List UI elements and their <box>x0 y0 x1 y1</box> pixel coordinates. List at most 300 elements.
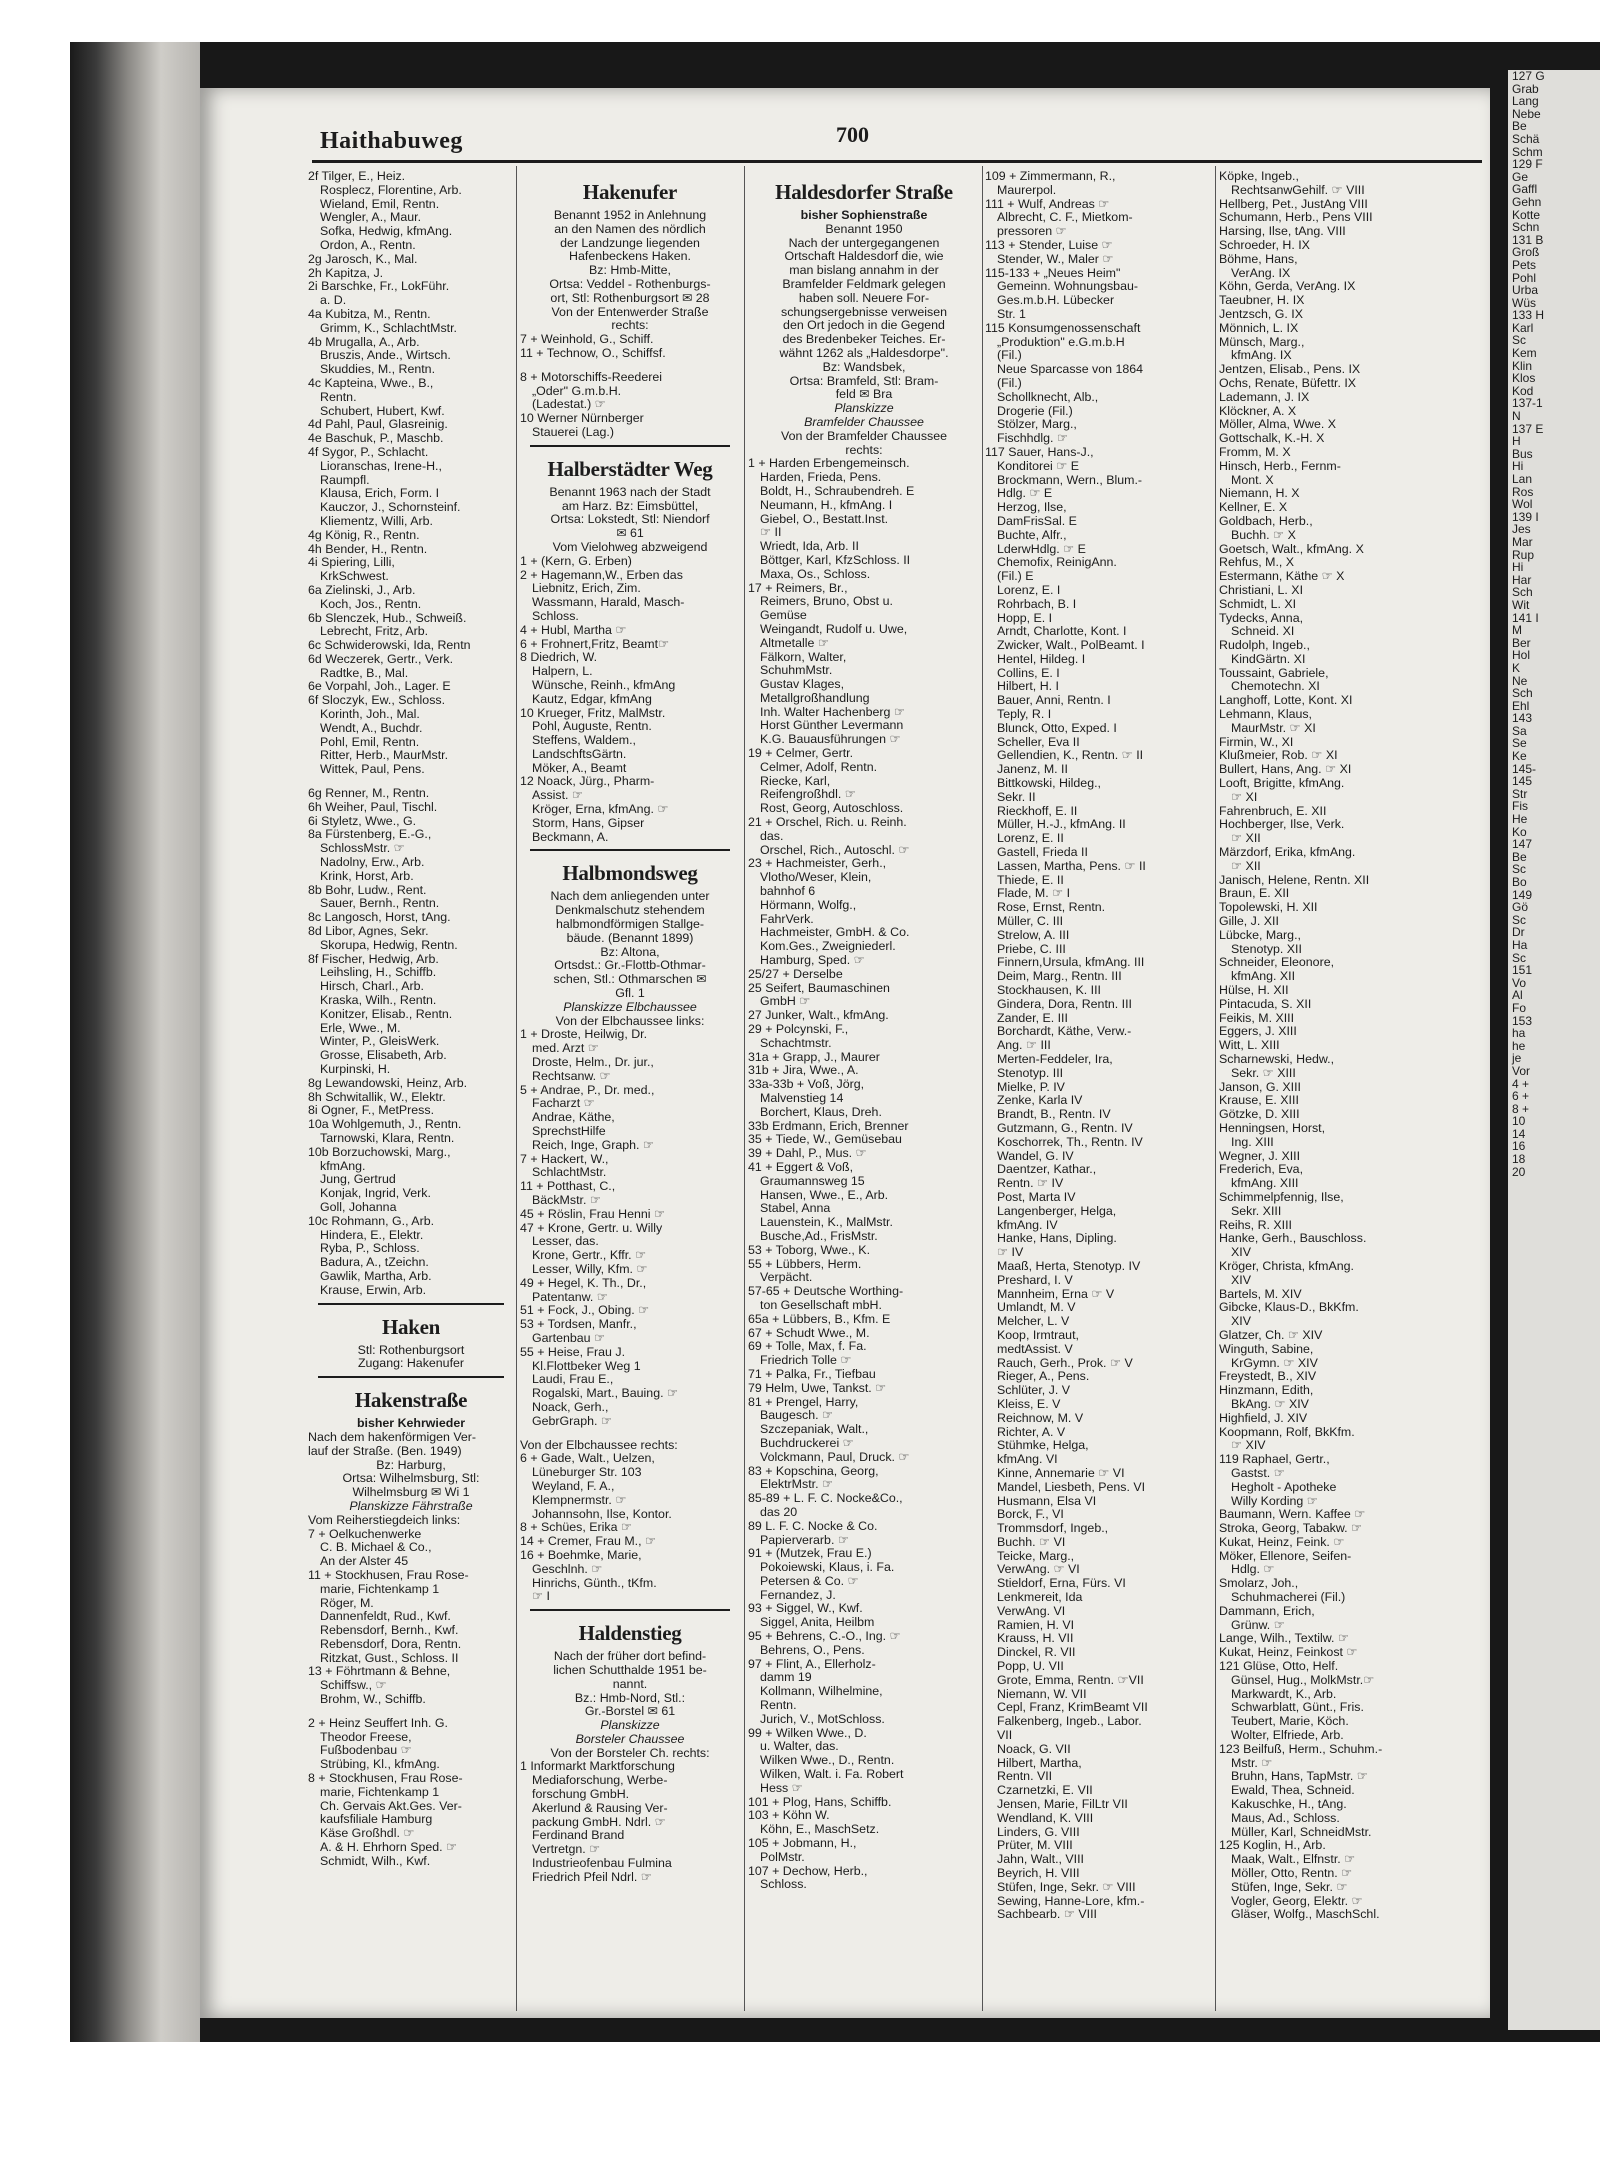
directory-line: Goetsch, Walt., kfmAng. X <box>1219 541 1364 556</box>
directory-line: Wilken, Walt. i. Fa. Robert <box>760 1767 904 1782</box>
directory-line: 8c Langosch, Horst, tAng. <box>308 910 451 925</box>
directory-line: Preshard, I. V <box>997 1272 1073 1287</box>
directory-line: am Harz. Bz: Eimsbüttel, <box>561 498 699 513</box>
directory-line: Kom.Ges., Zweigniederl. <box>760 939 896 954</box>
next-page-fragment: 147 <box>1512 837 1533 852</box>
directory-line: 23 + Hachmeister, Gerh., <box>748 856 887 871</box>
directory-line: Eggers, J. XIII <box>1219 1024 1297 1039</box>
next-page-fragment: 4 + <box>1512 1076 1530 1091</box>
directory-line: 107 + Dechow, Herb., <box>748 1863 868 1878</box>
directory-line: Von der Borsteler Ch. rechts: <box>550 1745 710 1760</box>
directory-line: Kukat, Heinz, Feinkost ☞ <box>1219 1645 1358 1660</box>
directory-line: Hindera, E., Elektr. <box>320 1227 424 1242</box>
directory-line: Buchh. ☞ VI <box>997 1534 1066 1549</box>
directory-line: Papierverarb. ☞ <box>760 1532 849 1547</box>
directory-line: 27 Junker, Walt., kfmAng. <box>748 1008 889 1023</box>
directory-column-2 <box>520 170 740 2010</box>
directory-line: Müller, C. III <box>997 914 1064 929</box>
directory-line: 2i Barschke, Fr., LokFühr. <box>308 279 450 294</box>
next-page-fragment: N <box>1512 409 1521 424</box>
directory-line: Freystedt, B., XIV <box>1219 1369 1317 1384</box>
directory-line: 6 + Frohnert,Fritz, Beamt☞ <box>520 636 670 651</box>
directory-line: 25/27 + Derselbe <box>748 966 843 981</box>
directory-line: Wengler, A., Maur. <box>320 210 422 225</box>
directory-line: Ryba, P., Schloss. <box>320 1241 420 1256</box>
directory-line: Buchh. ☞ X <box>1231 527 1296 542</box>
directory-line: Bauer, Anni, Rentn. I <box>997 693 1111 708</box>
directory-line: Koch, Jos., Rentn. <box>320 596 422 611</box>
directory-line: Assist. ☞ <box>532 788 584 803</box>
directory-line: Bz: Altona, <box>600 944 660 959</box>
directory-line: Zenke, Karla IV <box>997 1093 1083 1108</box>
directory-line: Lübcke, Marg., <box>1219 927 1301 942</box>
directory-line: Jensen, Marie, FilLtr VII <box>997 1797 1128 1812</box>
directory-line: Wünsche, Reinh., kfmAng <box>532 677 676 692</box>
directory-line: feld ✉ Bra <box>835 387 893 402</box>
next-page-fragment: je <box>1512 1051 1522 1066</box>
directory-line: 13 + Föhrtmann & Behne, <box>308 1664 451 1679</box>
directory-line: Harden, Frieda, Pens. <box>760 470 882 485</box>
directory-line: 83 + Kopschina, Georg, <box>748 1463 879 1478</box>
directory-line: Kraska, Wilh., Rentn. <box>320 993 437 1008</box>
directory-line: Bz: Harburg, <box>376 1457 446 1472</box>
directory-line: Metallgroßhandlung <box>760 690 870 705</box>
directory-line: Willy Kording ☞ <box>1231 1493 1318 1508</box>
section-rule <box>530 849 730 851</box>
directory-line: FahrVerk. <box>760 911 814 926</box>
directory-line: Hamburg, Sped. ☞ <box>760 953 865 968</box>
directory-line: Niemann, W. VII <box>997 1686 1087 1701</box>
directory-line: 2 + Heinz Seuffert Inh. G. <box>308 1715 448 1730</box>
directory-line: 11 + Potthast, C., <box>520 1179 616 1194</box>
directory-line: 10a Wohlgemuth, J., Rentn. <box>308 1117 462 1132</box>
directory-line: Hilbert, H. I <box>997 679 1059 694</box>
directory-line: Albrecht, C. F., Mietkom- <box>997 210 1133 225</box>
directory-line: Janenz, M. II <box>997 762 1068 777</box>
directory-line: Ortsa: Bramfeld, Stl: Bram- <box>789 373 939 388</box>
directory-line: ☞ XII <box>1231 831 1261 846</box>
directory-line: Hachmeister, GmbH. & Co. <box>760 925 910 940</box>
directory-line: 6g Renner, M., Rentn. <box>308 786 430 801</box>
directory-line: man bislang annahm in der <box>789 263 939 278</box>
directory-line: Bz.: Hmb-Nord, Stl.: <box>574 1690 686 1705</box>
directory-line: SchuhmMstr. <box>760 663 833 678</box>
street-heading: Haldesdorfer Straße <box>775 180 953 204</box>
directory-line: Glatzer, Ch. ☞ XIV <box>1219 1327 1323 1342</box>
directory-line: Kinne, Annemarie ☞ VI <box>997 1465 1125 1480</box>
directory-line: Vlotho/Weser, Klein, <box>760 870 872 885</box>
directory-line: Prüter, M. VIII <box>997 1838 1073 1853</box>
next-page-fragment: Groß <box>1512 245 1540 260</box>
directory-line: 2f Tilger, E., Heiz. <box>308 170 406 183</box>
next-page-fragment: 10 <box>1512 1114 1526 1129</box>
directory-line: 16 + Boehmke, Marie, <box>520 1547 642 1562</box>
next-page-fragment: 6 + <box>1512 1089 1530 1104</box>
next-page-fragment: 145 <box>1512 774 1533 789</box>
directory-line: Schwarblatt, Günt., Fris. <box>1231 1700 1364 1715</box>
directory-line: 6i Styletz, Wwe., G. <box>308 813 417 828</box>
directory-line: Schmidt, Wilh., Kwf. <box>320 1853 431 1868</box>
directory-line: Gustav Klages, <box>760 677 845 692</box>
next-page-fragment: Mar <box>1512 534 1533 549</box>
directory-line: Borchardt, Käthe, Verw.- <box>997 1024 1132 1039</box>
directory-line: Scharnewski, Hedw., <box>1219 1052 1335 1066</box>
directory-line: Kukat, Heinz, Feink. ☞ <box>1219 1534 1345 1549</box>
directory-line: Lange, Wilh., Textilw. ☞ <box>1219 1631 1350 1646</box>
street-heading: Hakenufer <box>582 180 678 204</box>
directory-line: Fromm, M. X <box>1219 444 1291 459</box>
directory-line: 4g König, R., Rentn. <box>308 527 420 542</box>
directory-line: Kauczor, J., Schornsteinf. <box>320 500 461 515</box>
directory-line: 95 + Behrens, C.-O., Ing. ☞ <box>748 1629 901 1644</box>
directory-line: kfmAng. VI <box>997 1452 1058 1467</box>
directory-line: Droste, Helm., Dr. jur., <box>532 1055 654 1070</box>
directory-line: Zwicker, Walt., PolBeamt. I <box>997 638 1145 653</box>
directory-line: Thiede, E. II <box>997 872 1064 887</box>
directory-line: Von der Entenwerder Straße <box>551 304 709 319</box>
directory-line: Köhn, Gerda, VerAng. IX <box>1219 279 1356 294</box>
directory-line: „Produktion" e.G.m.b.H <box>997 334 1125 349</box>
directory-line: Hess ☞ <box>760 1780 803 1795</box>
next-page-fragment: Ge <box>1512 169 1529 184</box>
next-page-fragment: 139 I <box>1512 509 1539 524</box>
directory-line: Rehfus, M., X <box>1219 555 1295 570</box>
directory-line: Behrens, O., Pens. <box>760 1642 865 1657</box>
directory-line: 53 + Tordsen, Manfr., <box>520 1317 637 1332</box>
section-rule <box>530 1609 730 1611</box>
directory-line: Gfl. 1 <box>615 986 645 1001</box>
directory-line: Estermann, Käthe ☞ X <box>1219 569 1345 584</box>
directory-line: Hanke, Gerh., Bauschloss. <box>1219 1231 1367 1246</box>
directory-line: Husmann, Elsa VI <box>997 1493 1097 1508</box>
directory-line: Möker, A., Beamt <box>532 760 627 775</box>
directory-line: Raumpfl. <box>320 472 370 487</box>
directory-line: Mielke, P. IV <box>997 1079 1065 1094</box>
directory-line: A. & H. Ehrhorn Sped. ☞ <box>320 1840 458 1855</box>
directory-line: Mannheim, Erna ☞ V <box>997 1286 1115 1301</box>
directory-line: Braun, E. XII <box>1219 886 1290 901</box>
next-page-fragment: Jes <box>1512 522 1531 537</box>
next-page-fragment: Nebe <box>1512 106 1541 121</box>
directory-line: 105 + Jobmann, H., <box>748 1836 857 1851</box>
directory-line: BkAng. ☞ XIV <box>1231 1396 1309 1411</box>
directory-line: 6d Weczerek, Gertr., Verk. <box>308 651 454 666</box>
next-page-fragment: he <box>1512 1038 1526 1053</box>
street-heading: Haldenstieg <box>578 1621 682 1646</box>
directory-line: Rebensdorf, Bernh., Kwf. <box>320 1623 459 1638</box>
next-page-fragment: 145- <box>1512 761 1537 776</box>
directory-line: Klempnermstr. ☞ <box>532 1492 627 1507</box>
next-page-fragment: Pohl <box>1512 270 1537 285</box>
directory-line: Fernandez, J. <box>760 1587 836 1602</box>
directory-line: VerwAng. ☞ VI <box>997 1562 1080 1577</box>
column-divider <box>1215 166 1216 2011</box>
directory-line: Käse Großhdl. ☞ <box>320 1826 415 1841</box>
directory-line: 21 + Orschel, Rich. u. Reinh. <box>748 815 907 830</box>
directory-line: Nach der früher dort befind- <box>553 1649 707 1664</box>
directory-line: Konitzer, Elisab., Rentn. <box>320 1006 453 1021</box>
directory-line: Rentn. <box>760 1698 797 1713</box>
directory-line: Busche,Ad., FrisMstr. <box>760 1228 878 1243</box>
directory-line: Stüfen, Inge, Sekr. ☞ VIII <box>997 1879 1136 1894</box>
next-page-fragment: Ehl <box>1512 698 1530 713</box>
directory-line: (Fil.) <box>997 375 1022 390</box>
directory-line: 81 + Prengel, Harry, <box>748 1394 859 1409</box>
directory-line: Daentzer, Kathar., <box>997 1162 1097 1177</box>
directory-line: Cepl, Franz, KrimBeamt VII <box>997 1700 1148 1715</box>
directory-line: des Bredenbeker Teiches. Er- <box>782 332 946 347</box>
directory-line: 2g Jarosch, K., Mal. <box>308 251 418 266</box>
directory-line: Linders, G. VIII <box>997 1824 1080 1839</box>
directory-line: Sauer, Bernh., Rentn. <box>320 896 440 911</box>
directory-line: Rechtsanw. ☞ <box>532 1068 611 1083</box>
directory-line: Skorupa, Hedwig, Rentn. <box>320 937 458 952</box>
directory-line: Reichnow, M. V <box>997 1410 1084 1425</box>
directory-line: Krauss, H. VII <box>997 1631 1074 1646</box>
directory-line: Jentzen, Elisab., Pens. IX <box>1219 362 1361 377</box>
directory-line: Wassmann, Harald, Masch- <box>532 595 685 610</box>
directory-line: Bittkowski, Hildeg., <box>997 776 1101 791</box>
directory-line: XIV <box>1231 1314 1251 1329</box>
directory-line: Strelow, A. III <box>997 927 1070 942</box>
directory-line: Highfield, J. XIV <box>1219 1410 1308 1425</box>
directory-line: Möker, Ellenore, Seifen- <box>1219 1548 1352 1563</box>
directory-line: Buchdruckerei ☞ <box>760 1435 854 1450</box>
directory-line: VII <box>997 1728 1013 1743</box>
directory-line: bisher Kehrwieder <box>356 1416 466 1431</box>
directory-line: GebrGraph. ☞ <box>532 1413 612 1428</box>
directory-line: Riecke, Karl, <box>760 773 831 788</box>
directory-line: ☞ XI <box>1231 789 1258 804</box>
directory-line: Planskizze <box>834 401 894 416</box>
directory-line: Lorenz, E. I <box>997 582 1061 597</box>
directory-line: bahnhof 6 <box>760 884 816 899</box>
directory-line: Lesser, das. <box>532 1234 599 1249</box>
directory-line: Rieckhoff, E. II <box>997 803 1078 818</box>
directory-line: Tydecks, Anna, <box>1219 610 1304 625</box>
directory-line: Verpächt. <box>760 1270 813 1285</box>
directory-line: Sachbearb. ☞ VIII <box>997 1907 1097 1922</box>
directory-line: Gartenbau ☞ <box>532 1330 606 1345</box>
next-page-fragment: Har <box>1512 572 1532 587</box>
directory-line: Hentel, Hildeg. I <box>997 651 1086 666</box>
directory-line: Friedrich Tolle ☞ <box>760 1353 852 1368</box>
directory-line: Wriedt, Ida, Arb. II <box>760 539 859 554</box>
directory-line: Badura, A., tZeichn. <box>320 1255 429 1270</box>
directory-line: Industrieofenbau Fulmina <box>532 1856 672 1871</box>
directory-line: Andrae, Käthe, <box>532 1110 615 1125</box>
directory-line: 41 + Eggert & Voß, <box>748 1159 854 1174</box>
directory-line: Kurpinski, H. <box>320 1062 391 1076</box>
directory-line: Ing. XIII <box>1231 1134 1274 1149</box>
directory-line: 8d Libor, Agnes, Sekr. <box>308 924 429 939</box>
directory-line: Mönnich, L. IX <box>1219 320 1299 335</box>
directory-line: rechts: <box>611 318 649 333</box>
directory-line: Klöckner, A. X <box>1219 403 1297 418</box>
directory-line: 55 + Heise, Frau J. <box>520 1344 626 1359</box>
directory-line: Jung, Gertrud <box>320 1172 396 1187</box>
directory-line: Petersen & Co. ☞ <box>760 1573 859 1588</box>
directory-line: Popp, U. VII <box>997 1659 1064 1674</box>
directory-line: 67 + Schudt Wwe., M. <box>748 1325 870 1340</box>
next-page-fragment: Sc <box>1512 862 1527 877</box>
directory-line: Gawlik, Martha, Arb. <box>320 1268 432 1283</box>
directory-line: ☞ XIV <box>1231 1438 1266 1453</box>
directory-line: XIV <box>1231 1272 1251 1287</box>
directory-line: lauf der Straße. (Ben. 1949) <box>308 1443 462 1458</box>
next-page-fragment: Sch <box>1512 686 1533 701</box>
next-page-fragment: Sc <box>1512 912 1527 927</box>
directory-line: Nach dem anliegenden unter <box>550 889 710 904</box>
directory-line: Wolter, Elfriede, Arb. <box>1231 1728 1344 1743</box>
directory-line: Pohl, Emil, Rentn. <box>320 734 420 749</box>
directory-line: Neue Sparcasse von 1864 <box>997 362 1144 377</box>
directory-line: XIV <box>1231 1245 1251 1260</box>
directory-line: Kröger, Erna, kfmAng. ☞ <box>532 802 669 817</box>
directory-line: 14 + Cremer, Frau M., ☞ <box>520 1534 657 1549</box>
directory-line: Lesser, Willy, Kfm. ☞ <box>532 1261 648 1276</box>
directory-line: Schloss. <box>532 608 579 623</box>
directory-line: Schimmelpfennig, Ilse, <box>1219 1189 1344 1204</box>
directory-line: Facharzt ☞ <box>532 1096 595 1111</box>
next-page-fragment: Pets <box>1512 257 1537 272</box>
directory-line: Kröger, Christa, kfmAng. <box>1219 1258 1354 1273</box>
directory-line: Vom Reiherstiegdeich links: <box>308 1512 461 1527</box>
directory-line: Gastell, Frieda II <box>997 845 1088 860</box>
directory-line: u. Walter, das. <box>760 1739 839 1754</box>
directory-line: ☞ I <box>532 1589 550 1604</box>
directory-line: 2 + Hagemann,W., Erben das <box>520 567 683 582</box>
directory-line: Bramfelder Chaussee <box>804 414 924 429</box>
next-page-fragment: 129 F <box>1512 157 1543 172</box>
directory-line: Schlüter, J. V <box>997 1383 1071 1398</box>
directory-line: Schneider, Eleonore, <box>1219 955 1335 970</box>
next-page-fragment: 149 <box>1512 887 1533 902</box>
directory-line: Janisch, Helene, Rentn. XII <box>1219 872 1370 887</box>
directory-line: 35 + Tiede, W., Gemüsebau <box>748 1132 902 1147</box>
page-number: 700 <box>836 122 869 147</box>
directory-line: 4i Spiering, Lilli, <box>308 555 395 570</box>
directory-line: Noack, Gerh., <box>532 1399 609 1414</box>
directory-line: Pokoiewski, Klaus, i. Fa. <box>760 1560 895 1575</box>
directory-line: Hörmann, Wolfg., <box>760 897 857 912</box>
directory-line: VerAng. IX <box>1231 265 1291 280</box>
directory-line: Krink, Horst, Arb. <box>320 868 414 883</box>
next-page-fragment: 127 G <box>1512 70 1545 83</box>
directory-line: 115 Konsumgenossenschaft <box>985 320 1141 335</box>
directory-line: Janson, G. XIII <box>1219 1079 1301 1094</box>
directory-line: Horst Günther Levermann <box>760 718 904 733</box>
next-page-fragment: Vor <box>1512 1063 1531 1078</box>
directory-line: Taeubner, H. IX <box>1219 293 1305 308</box>
directory-line: kfmAng. XII <box>1231 969 1296 984</box>
next-page-fragment: 18 <box>1512 1152 1526 1167</box>
directory-line: Wieland, Emil, Rentn. <box>320 196 440 211</box>
directory-line: Malvenstieg 14 <box>760 1091 844 1105</box>
directory-line: An der Alster 45 <box>320 1554 409 1569</box>
next-page-fragment: Klin <box>1512 358 1533 373</box>
directory-line: LandschftsGärtn. <box>532 746 627 761</box>
next-page-fragment: Karl <box>1512 320 1534 335</box>
directory-line: Maus, Ad., Schloss. <box>1231 1810 1340 1825</box>
next-page-fragment: Hi <box>1512 560 1524 575</box>
directory-line: 5 + Andrae, P., Dr. med., <box>520 1082 655 1097</box>
directory-line: VerwAng. VI <box>997 1603 1066 1618</box>
next-page-edge <box>1508 70 1600 2030</box>
directory-line: der Landzunge liegenden <box>560 235 700 250</box>
directory-line: Rentn. <box>320 389 357 404</box>
directory-line: Vogler, Georg, Elektr. ☞ <box>1231 1893 1363 1908</box>
directory-line: bisher Sophienstraße <box>800 208 928 222</box>
directory-line: 1 + Harden Erbengemeinsch. <box>748 456 910 471</box>
directory-line: Storm, Hans, Gipser <box>532 815 645 830</box>
directory-line: SprechstHilfe <box>532 1124 606 1139</box>
directory-line: Mandel, Liesbeth, Pens. VI <box>997 1479 1146 1494</box>
directory-line: Wegner, J. XIII <box>1219 1148 1301 1163</box>
directory-line: Beckmann, A. <box>532 829 609 844</box>
directory-line: 115-133 + „Neues Heim" <box>985 265 1121 280</box>
directory-line: 31b + Jira, Wwe., A. <box>748 1063 859 1078</box>
directory-line: Schmidt, L. XI <box>1219 596 1297 611</box>
directory-line: kfmAng. XIII <box>1231 1176 1299 1191</box>
directory-line: Sekr. XIII <box>1231 1203 1282 1218</box>
directory-line: Müller, Karl, SchneidMstr. <box>1231 1824 1372 1839</box>
street-heading: Hakenstraße <box>354 1388 468 1413</box>
directory-line: 6h Weiher, Paul, Tischl. <box>308 799 438 814</box>
directory-line: Maak, Walt., Elfnstr. ☞ <box>1231 1852 1356 1867</box>
directory-line: Stenotyp. XII <box>1231 941 1302 956</box>
directory-line: 91 + (Mutzek, Frau E.) <box>748 1546 872 1561</box>
directory-line: an den Namen des nördlich <box>554 221 706 236</box>
directory-line: Langenberger, Helga, <box>997 1203 1117 1218</box>
directory-line: Orschel, Rich., Autoschl. ☞ <box>760 842 910 857</box>
next-page-fragment: Be <box>1512 849 1527 864</box>
directory-line: C. B. Michael & Co., <box>320 1540 432 1555</box>
directory-line: 11 + Stockhusen, Frau Rose- <box>308 1567 469 1582</box>
directory-line: Erle, Wwe., M. <box>320 1020 401 1035</box>
directory-line: Flade, M. ☞ I <box>997 886 1071 901</box>
next-page-fragment: Sc <box>1512 333 1527 348</box>
directory-line: Ortschaft Haldesdorf die, wie <box>784 249 944 264</box>
directory-line: Möller, Alma, Wwe. X <box>1219 417 1337 432</box>
directory-line: pressoren ☞ <box>997 224 1067 239</box>
directory-line: Teubert, Marie, Köch. <box>1231 1714 1349 1729</box>
directory-line: Ortsdst.: Gr.-Flottb-Othmar- <box>554 958 706 973</box>
next-page-fragment: Ber <box>1512 635 1531 650</box>
directory-line: 51 + Fock, J., Obing. ☞ <box>520 1303 650 1318</box>
directory-line: Kautz, Edgar, kfmAng <box>532 691 652 706</box>
directory-line: 8 + Stockhusen, Frau Rose- <box>308 1771 463 1786</box>
directory-line: 33b Erdmann, Erich, Brenner <box>748 1118 909 1133</box>
directory-line: Melcher, L. V <box>997 1314 1070 1329</box>
directory-line: K.G. Bauausführungen ☞ <box>760 732 901 747</box>
directory-line: Fußbodenbau ☞ <box>320 1743 412 1758</box>
directory-line: Lüneburger Str. 103 <box>532 1465 642 1480</box>
next-page-fragment: Klos <box>1512 371 1536 386</box>
directory-line: 8g Lewandowski, Heinz, Arb. <box>308 1075 468 1090</box>
directory-line: Gemeinn. Wohnungsbau- <box>997 279 1138 294</box>
directory-line: Skuddies, M., Rentn. <box>320 362 436 377</box>
directory-line: Herzog, Ilse, <box>997 500 1067 515</box>
directory-line: 4e Baschuk, P., Maschb. <box>308 431 444 446</box>
directory-line: Post, Marta IV <box>997 1189 1076 1204</box>
next-page-fragment: Urba <box>1512 283 1539 298</box>
next-page-fragment: Lang <box>1512 94 1539 109</box>
directory-line: Rose, Ernst, Rentn. <box>997 900 1106 915</box>
directory-line: 19 + Celmer, Gertr. <box>748 746 854 761</box>
directory-line: kfmAng. IX <box>1231 348 1292 363</box>
directory-line: 109 + Zimmermann, R., <box>985 170 1116 183</box>
